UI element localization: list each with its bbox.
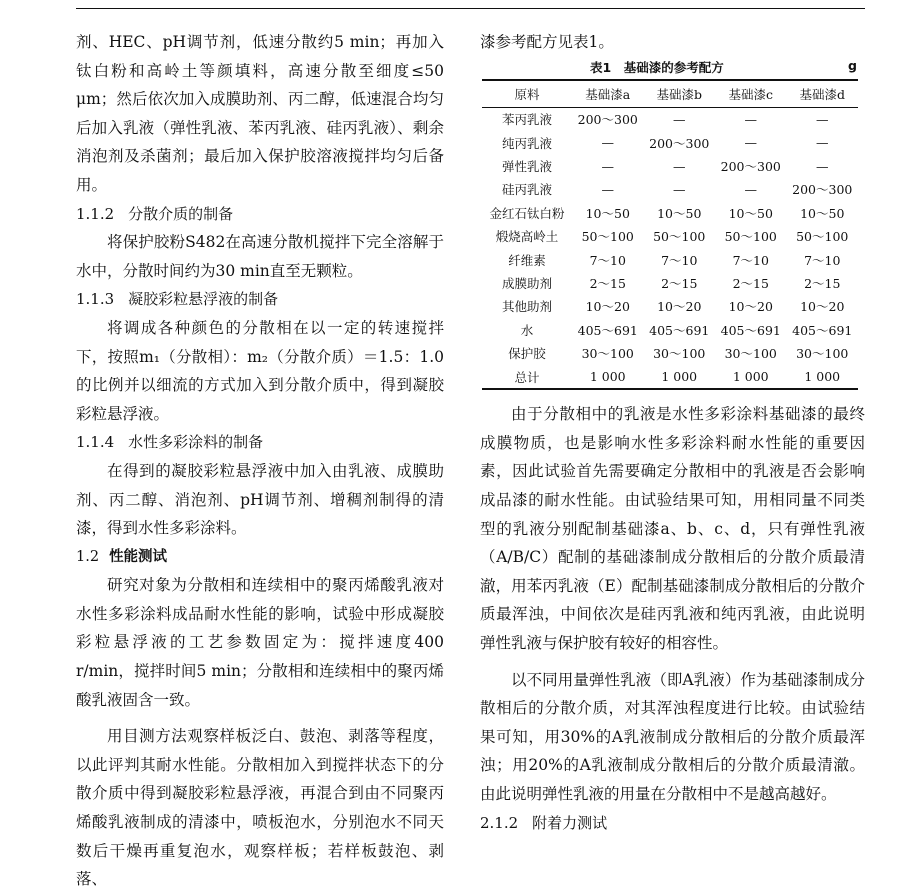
paragraph-emulsion-amount-result: 以不同用量弹性乳液（即A乳液）作为基础漆制成分散相后的分散介质，对其浑浊程度进行比较。由试验结果可知，用30%的A乳液制成分散相后的分散介质最浑浊；用20%的A乳液制成分散相后的分散介质最清澈。由此说明弹性乳液的用量在分散相中不是越高越好。 — [480, 670, 865, 803]
table-row — [482, 131, 858, 154]
section-heading-1-1-3 — [76, 285, 444, 314]
table-cell: — — [816, 158, 829, 174]
table-row-label: 纯丙乳液 — [501, 135, 552, 151]
table-cell: 200～300 — [720, 159, 781, 175]
table-cell: — — [744, 135, 757, 151]
table-cell: 2～15 — [732, 276, 769, 292]
table-cell: 405～691 — [577, 322, 638, 338]
table-cell: 10～20 — [800, 299, 845, 315]
section-number: 1.1.2 — [76, 204, 115, 223]
table-row-label: 弹性乳液 — [501, 159, 552, 175]
table-cell: 10～50 — [800, 205, 845, 221]
table-row — [482, 318, 858, 341]
table-row — [482, 107, 858, 131]
table-cell: 7～10 — [661, 252, 698, 268]
table-row-label: 水 — [520, 322, 534, 338]
table-cell: 50～100 — [581, 229, 634, 245]
table-row-label: 硅丙乳液 — [501, 182, 552, 198]
table-cell: 405～691 — [792, 322, 853, 338]
table-cell: 1 000 — [804, 369, 841, 385]
table-cell: 200～300 — [792, 182, 853, 198]
paragraph-test-params: 研究对象为分散相和连续相中的聚丙烯酸乳液对水性多彩涂料成品耐水性能的影响，试验中形成凝胶彩粒悬浮液的工艺参数固定为：搅拌速度400 r/min，搅拌时间5 min；分散相和连续相中的聚丙烯酸乳液固含一致。 — [76, 576, 444, 709]
table-row-label: 苯丙乳液 — [501, 112, 552, 128]
table-cell: 10～50 — [657, 205, 702, 221]
table-header-cell: 基础漆a — [585, 86, 631, 102]
section-heading-1-1-4 — [76, 428, 444, 457]
table-cell: 405～691 — [720, 322, 781, 338]
table-cell: — — [744, 111, 757, 127]
table-cell: 2～15 — [804, 276, 841, 292]
section-number: 1.1.3 — [76, 290, 115, 309]
table-header-cell: 基础漆c — [728, 86, 773, 102]
table-row — [482, 248, 858, 271]
paragraph-emulsion-type-result: 由于分散相中的乳液是水性多彩涂料基础漆的最终成膜物质，也是影响水性多彩涂料耐水性能的重要因素，因此试验首先需要确定分散相中的乳液是否会影响成品漆的耐水性能。由试验结果可知，用相同量不同类型的乳液分别配制基础漆a、b、c、d，只有弹性乳液（A/B/C）配制的基础漆制成分散相后的分散介质最清澈，用苯丙乳液（E）配制基础漆制成分散相后的分散介质最浑浊，中间依次是硅丙乳液和纯丙乳液，由此说明弹性乳液与保护胶有较好的相容性。 — [480, 405, 865, 653]
table-cell: 1 000 — [661, 369, 698, 385]
table-row-label: 金红石钛白粉 — [489, 205, 565, 221]
reference-formula-table — [482, 79, 858, 391]
section-title: 性能测试 — [109, 548, 168, 565]
page-top-rule — [76, 8, 865, 9]
table-cell: — — [816, 135, 829, 151]
table-row — [482, 225, 858, 248]
table-header-row — [482, 80, 858, 108]
table-cell: 10～20 — [585, 299, 630, 315]
table-cell: — — [673, 111, 686, 127]
table-row — [482, 271, 858, 294]
table-cell: 2～15 — [589, 276, 626, 292]
table-cell: 10～20 — [728, 299, 773, 315]
table-cell: — — [601, 181, 614, 197]
table-cell: — — [673, 181, 686, 197]
section-title: 附着力测试 — [532, 813, 608, 832]
table-cell: 10～20 — [657, 299, 702, 315]
table-row-label: 保护胶 — [508, 346, 546, 362]
table-cell: 10～50 — [728, 205, 773, 221]
table-cell: — — [601, 158, 614, 174]
table-cell: 50～100 — [796, 229, 849, 245]
table-row — [482, 342, 858, 365]
section-number: 1.1.4 — [76, 433, 115, 452]
table-cell: 50～100 — [653, 229, 706, 245]
table-cell: 1 000 — [732, 369, 769, 385]
table-cell: 30～100 — [581, 346, 634, 362]
table-cell: — — [816, 111, 829, 127]
table-caption — [480, 57, 865, 79]
section-number: 1.2 — [76, 548, 100, 565]
section-title: 凝胶彩粒悬浮液的制备 — [128, 290, 279, 309]
paragraph-gap — [480, 658, 865, 666]
table-body — [482, 107, 858, 389]
table-row-label: 总计 — [514, 369, 540, 385]
table-row-label: 其他助剂 — [501, 299, 552, 315]
left-column — [76, 28, 444, 894]
table-cell: — — [744, 181, 757, 197]
table-row-label: 煅烧高岭土 — [495, 229, 559, 245]
table-header-cell: 基础漆d — [799, 86, 845, 102]
section-title: 水性多彩涂料的制备 — [128, 433, 264, 452]
paragraph-coating-preparation: 在得到的凝胶彩粒悬浮液中加入由乳液、成膜助剂、丙二醇、消泡剂、pH调节剂、增稠剂制得的清漆，得到水性多彩涂料。 — [76, 461, 444, 538]
table-cell: 405～691 — [649, 322, 710, 338]
table-header-cell: 原料 — [514, 86, 540, 102]
table-row-label: 成膜助剂 — [501, 276, 552, 292]
table-cell: 30～100 — [796, 346, 849, 362]
table-cell: 30～100 — [653, 346, 706, 362]
table-cell: 2～15 — [661, 276, 698, 292]
table-cell: 200～300 — [577, 112, 638, 128]
table-cell: 30～100 — [724, 346, 777, 362]
section-heading-1-1-2 — [76, 200, 444, 229]
table-title: 表1 基础漆的参考配方 — [590, 59, 724, 75]
section-heading-1-2 — [76, 543, 444, 572]
table-cell: 7～10 — [804, 252, 841, 268]
table-cell: 7～10 — [732, 252, 769, 268]
paragraph-gap — [76, 714, 444, 722]
table-row — [482, 154, 858, 177]
right-column — [480, 28, 865, 837]
section-title: 分散介质的制备 — [128, 204, 234, 223]
table-row — [482, 201, 858, 224]
table-row — [482, 295, 858, 318]
table-cell: 7～10 — [589, 252, 626, 268]
paragraph-table-intro: 漆参考配方见表1。 — [480, 33, 614, 51]
table-cell: 1 000 — [589, 369, 626, 385]
table-row — [482, 178, 858, 201]
table-cell: 200～300 — [649, 135, 710, 151]
table-cell: 50～100 — [724, 229, 777, 245]
table-cell: 10～50 — [585, 205, 630, 221]
paragraph-dispersion-medium: 将保护胶粉S482在高速分散机搅拌下完全溶解于水中，分散时间约为30 min直至无颗粒。 — [76, 233, 444, 280]
table-header-cell: 基础漆b — [656, 86, 702, 102]
paragraph-water-resistance-method: 用目测方法观察样板泛白、鼓泡、剥落等程度，以此评判其耐水性能。分散相加入到搅拌状态下的分散介质中得到凝胶彩粒悬浮液，再混合到由不同聚丙烯酸乳液制成的清漆中，喷板泡水，分别泡水不同天数后干燥再重复泡水，观察样板；若样板鼓泡、剥落、 — [76, 727, 444, 889]
paragraph-process-continued: 剂、HEC、pH调节剂，低速分散约5 min；再加入钛白粉和高岭土等颜填料，高速分散至细度≤50 μm；然后依次加入成膜助剂、丙二醇，低速混合均匀后加入乳液（弹性乳液、苯丙乳液、硅丙乳液）、剩余消泡剂及杀菌剂；最后加入保护胶溶液搅拌均匀后备用。 — [76, 33, 444, 194]
table-cell: — — [601, 135, 614, 151]
table-row-label: 纤维素 — [508, 252, 546, 268]
section-heading-2-1-2 — [480, 809, 865, 838]
table-row — [482, 365, 858, 389]
table-cell: — — [673, 158, 686, 174]
table-unit: g — [848, 57, 857, 73]
paragraph-gel-suspension: 将调成各种颜色的分散相在以一定的转速搅拌下，按照m₁（分散相）：m₂（分散介质）＝1.5：1.0的比例并以细流的方式加入到分散介质中，得到凝胶彩粒悬浮液。 — [76, 318, 444, 423]
section-number: 2.1.2 — [480, 813, 519, 832]
